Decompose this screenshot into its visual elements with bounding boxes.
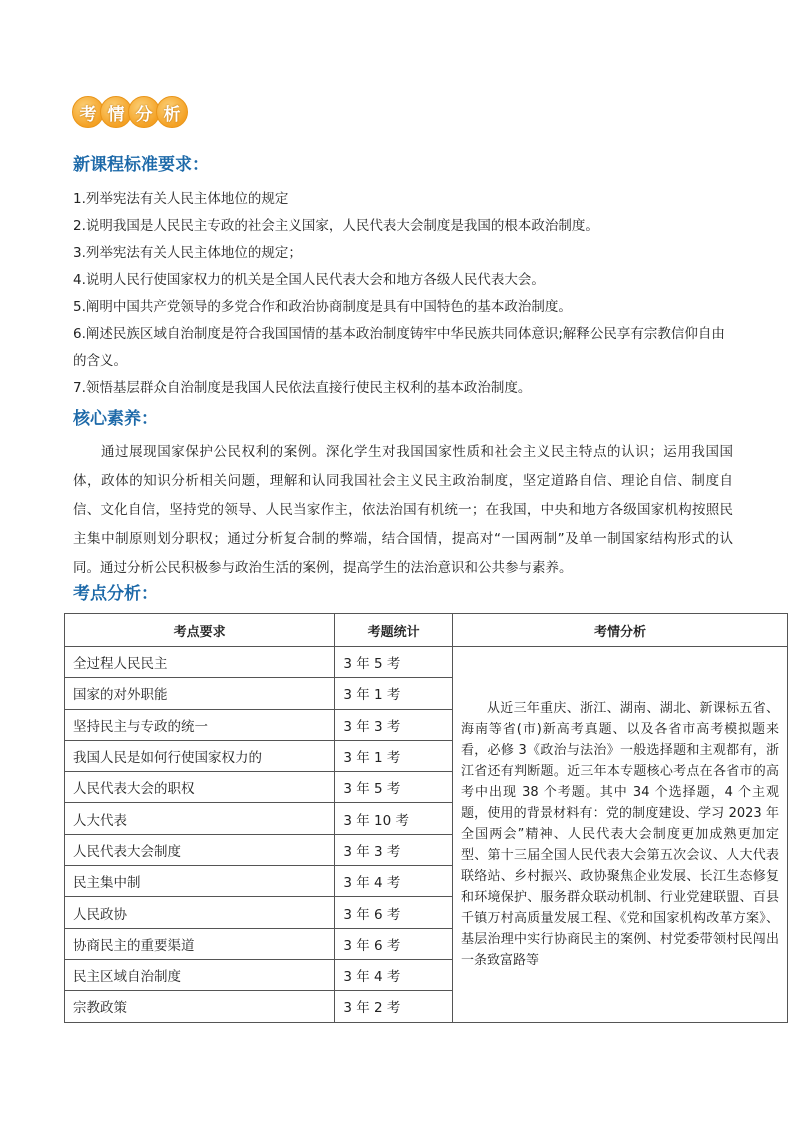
standard-item: 2.说明我国是人民民主专政的社会主义国家，人民代表大会制度是我国的根本政治制度。: [73, 218, 599, 234]
exam-point-cell: 宗教政策: [65, 991, 335, 1022]
badge-char: 分: [128, 96, 160, 128]
standard-item: 1.列举宪法有关人民主体地位的规定: [73, 191, 289, 207]
exam-stat-cell: 3 年 10 考: [335, 803, 453, 834]
exam-stat-cell: 3 年 1 考: [335, 740, 453, 771]
section-badge: [72, 96, 184, 128]
standard-item: 6.阐述民族区域自治制度是符合我国国情的基本政治制度铸牢中华民族共同体意识;解释公民享有宗教信仰自由的含义。: [73, 326, 725, 369]
exam-point-cell: 国家的对外职能: [65, 678, 335, 709]
exam-point-cell: 全过程人民民主: [65, 647, 335, 678]
standard-item: 3.列举宪法有关人民主体地位的规定；: [73, 245, 302, 261]
exam-point-cell: 民主区域自治制度: [65, 959, 335, 990]
exam-point-cell: 协商民主的重要渠道: [65, 928, 335, 959]
exam-stat-cell: 3 年 2 考: [335, 991, 453, 1022]
exam-stat-cell: 3 年 6 考: [335, 928, 453, 959]
standards-heading: 新课程标准要求：: [73, 155, 209, 175]
standards-list: [73, 186, 733, 402]
exam-stat-cell: 3 年 1 考: [335, 678, 453, 709]
exam-stat-cell: 3 年 4 考: [335, 866, 453, 897]
exam-point-cell: 坚持民主与专政的统一: [65, 709, 335, 740]
exam-point-cell: 人大代表: [65, 803, 335, 834]
exam-stat-cell: 3 年 3 考: [335, 709, 453, 740]
standard-item: 5.阐明中国共产党领导的多党合作和政治协商制度是具有中国特色的基本政治制度。: [73, 299, 572, 315]
badge-char: 考: [72, 96, 104, 128]
standard-item: 4.说明人民行使国家权力的机关是全国人民代表大会和地方各级人民代表大会。: [73, 272, 545, 288]
exam-point-cell: 我国人民是如何行使国家权力的: [65, 740, 335, 771]
badge-char: 析: [156, 96, 188, 128]
core-paragraph: 通过展现国家保护公民权利的案例。深化学生对我国国家性质和社会主义民主特点的认识；运用我国国体，政体的知识分析相关问题，理解和认同我国社会主义民主政治制度，坚定道路自信、理论自信、制度自信、文化自信，坚持党的领导、人民当家作主，依法治国有机统一；在我国，中央和地方各级国家机构按照民主集中制原则划分职权；通过分析复合制的弊端，结合国情，提高对“一国两制”及单一制国家结构形式的认同。通过分析公民积极参与政治生活的案例，提高学生的法治意识和公共参与素养。: [73, 444, 733, 576]
standard-item: 7.领悟基层群众自治制度是我国人民依法直接行使民主权利的基本政治制度。: [73, 380, 532, 396]
badge-char: 情: [100, 96, 132, 128]
analysis-heading: 考点分析：: [73, 584, 158, 604]
core-heading: 核心素养：: [73, 409, 158, 429]
exam-point-cell: 人民代表大会制度: [65, 834, 335, 865]
table-row: [65, 647, 788, 678]
exam-stat-cell: 3 年 6 考: [335, 897, 453, 928]
exam-point-table: [64, 613, 788, 1023]
exam-stat-cell: 3 年 4 考: [335, 959, 453, 990]
exam-stat-cell: 3 年 5 考: [335, 647, 453, 678]
exam-stat-cell: 3 年 3 考: [335, 834, 453, 865]
table-header-row: [65, 614, 788, 647]
analysis-cell: [453, 647, 788, 1023]
analysis-text: 从近三年重庆、浙江、湖南、湖北、新课标五省、海南等省(市)新高考真题、以及各省市高考模拟题来看，必修 3《政治与法治》一般选择题和主观都有，浙江省还有判断题。近三年本专题核心考点在各省市的高考中出现 38 个考题。其中 34 个选择题，4 个主观题，使用的背景材料有：党的制度建设、学习 2023 年全国两会”精神、人民代表大会制度更加成熟更加定型、第十三届全国人民代表大会第五次会议、人大代表联络站、乡村振兴、政协聚焦企业发展、长江生态修复和环境保护、服务群众联动机制、行业党建联盟、百县千镇万村高质量发展工程、《党和国家机构改革方案》、基层治理中实行协商民主的案例、村党委带领村民闯出一条致富路等: [461, 700, 779, 968]
exam-point-cell: 民主集中制: [65, 866, 335, 897]
column-header: 考点要求: [65, 614, 335, 647]
exam-point-cell: 人民代表大会的职权: [65, 772, 335, 803]
exam-stat-cell: 3 年 5 考: [335, 772, 453, 803]
column-header: 考情分析: [453, 614, 788, 647]
column-header: 考题统计: [335, 614, 453, 647]
exam-point-cell: 人民政协: [65, 897, 335, 928]
